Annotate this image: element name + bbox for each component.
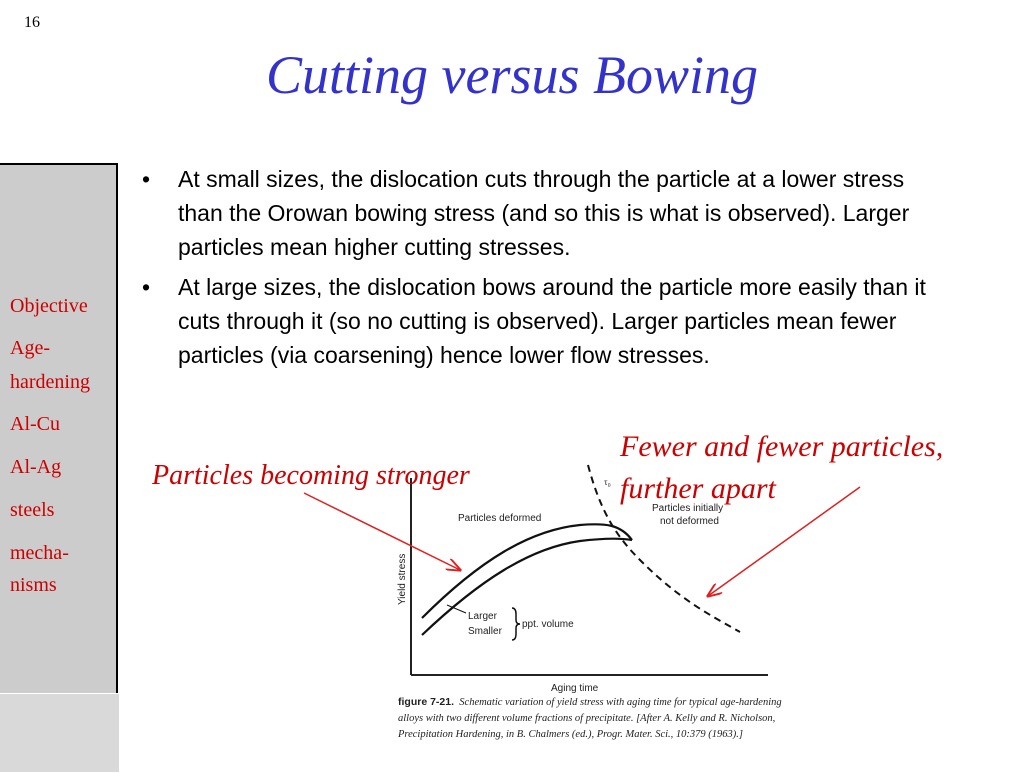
figure-caption bbox=[398, 694, 858, 743]
ppt-volume-bracket bbox=[512, 608, 520, 640]
bullet-dot: • bbox=[142, 166, 151, 192]
bullet-item: • At small sizes, the dislocation cuts through the particle at a lower stress than the Orowan bowing stress (and so this is what is observed). Larger particles mean higher cutting stresses. bbox=[140, 162, 940, 264]
callout-fewer-line1: Fewer and fewer particles, bbox=[620, 430, 944, 463]
callout-particles-stronger: Particles becoming stronger bbox=[152, 460, 470, 491]
caption-line3: Precipitation Hardening, in B. Chalmers (ed.), Progr. Mater. Sci., 10:379 (1963).] bbox=[398, 729, 744, 740]
x-axis-label: Aging time bbox=[551, 683, 599, 694]
sidebar-item-al-ag[interactable]: Al-Ag bbox=[10, 456, 62, 478]
sidebar-item-objective[interactable]: Objective bbox=[10, 295, 88, 317]
arrow-left bbox=[304, 493, 460, 570]
sidebar-item-mechanisms-1[interactable]: mecha- bbox=[10, 542, 69, 564]
particles-initially-label: Particles initially bbox=[652, 503, 724, 514]
particles-deformed-label: Particles deformed bbox=[458, 513, 542, 524]
caption-line2: alloys with two different volume fractions of precipitate. [After A. Kelly and R. Nicholson, bbox=[398, 713, 776, 724]
sidebar-item-steels[interactable]: steels bbox=[10, 499, 55, 521]
y-axis-label: Yield stress bbox=[397, 553, 408, 605]
callout-fewer-particles bbox=[620, 426, 943, 510]
sidebar-item-al-cu[interactable]: Al-Cu bbox=[10, 413, 60, 435]
ppt-volume-label: ppt. volume bbox=[522, 619, 574, 630]
smaller-label: Smaller bbox=[468, 626, 502, 637]
sidebar-item-age-hardening-1[interactable]: Age- bbox=[10, 337, 50, 359]
slide-title: Cutting versus Bowing bbox=[265, 45, 758, 105]
slide-number: 16 bbox=[24, 14, 40, 31]
tau0-label: τ₀ bbox=[604, 477, 611, 487]
larger-label: Larger bbox=[468, 611, 497, 622]
not-deformed-label: not deformed bbox=[660, 516, 719, 527]
bullet-dot: • bbox=[142, 274, 151, 300]
bullet-item: • At large sizes, the dislocation bows around the particle more easily than it cuts through it (so no cutting is observed). Larger particles mean fewer particles (via coarsening) hence lower flow stresses. bbox=[140, 270, 940, 372]
caption-line1: Schematic variation of yield stress with aging time for typical age-hardening bbox=[459, 697, 782, 708]
sidebar-item-mechanisms-2[interactable]: nisms bbox=[10, 574, 57, 596]
sidebar-item-age-hardening-2[interactable]: hardening bbox=[10, 371, 90, 393]
callout-fewer-line2: further apart bbox=[620, 472, 776, 505]
caption-label: figure 7-21. bbox=[398, 696, 455, 708]
